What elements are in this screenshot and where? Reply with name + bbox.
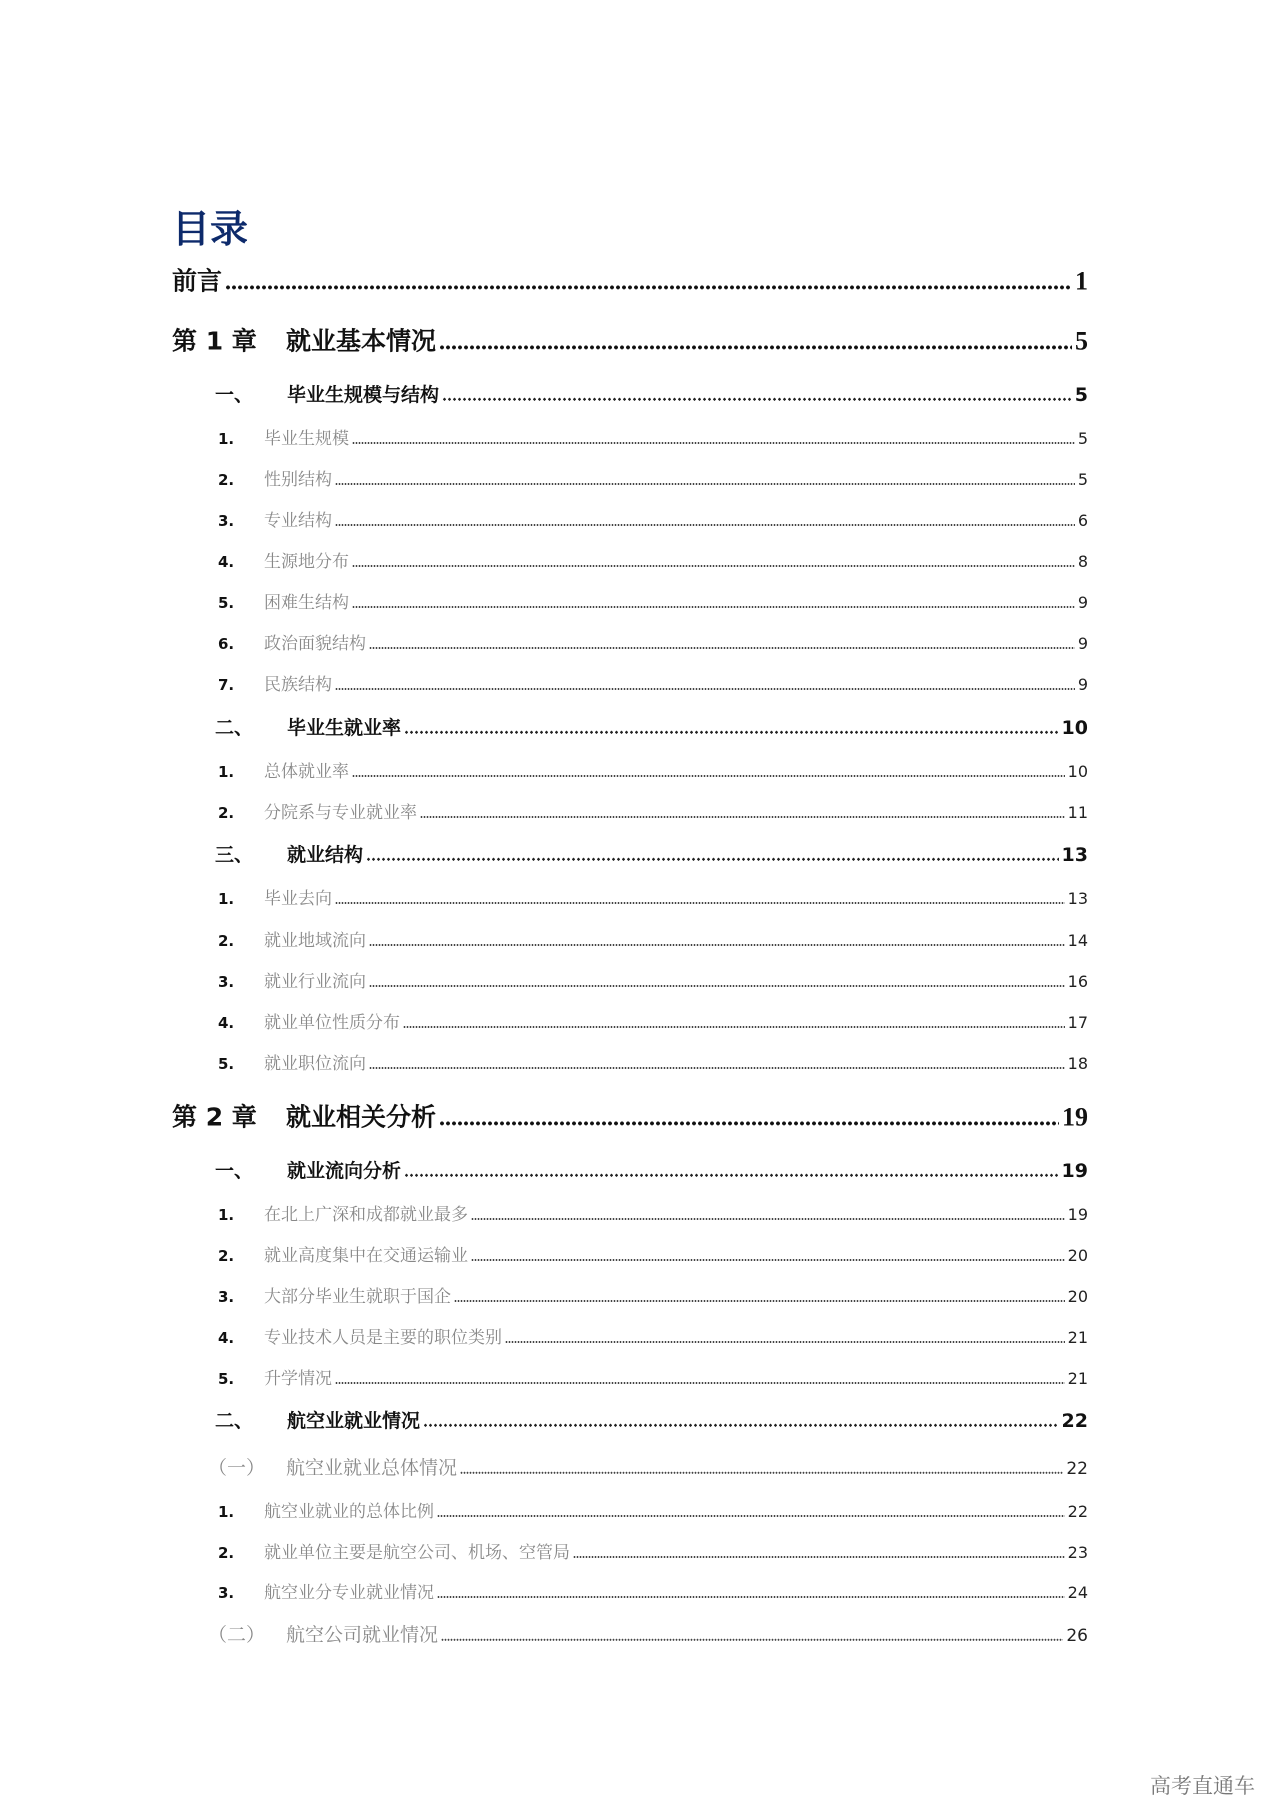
toc-entry-page: 17 bbox=[1067, 1013, 1088, 1032]
toc-entry[interactable] bbox=[0, 1241, 1088, 1266]
toc-entry-number: 3. bbox=[218, 973, 235, 991]
toc-entry-number: 2. bbox=[218, 471, 235, 489]
toc-entry-page: 9 bbox=[1077, 634, 1088, 653]
toc-entry-number: 2. bbox=[218, 804, 235, 822]
dot-leader bbox=[404, 1174, 1059, 1177]
toc-entry-page: 22 bbox=[1066, 1458, 1088, 1479]
toc-entry-page: 21 bbox=[1067, 1328, 1088, 1347]
toc-title: 目录 bbox=[172, 207, 249, 251]
dot-leader bbox=[471, 1218, 1065, 1220]
toc-entry-page: 24 bbox=[1067, 1583, 1088, 1602]
toc-entry-label: 总体就业率 bbox=[264, 762, 349, 782]
toc-entry-label: 就业基本情况 bbox=[286, 326, 437, 356]
toc-entry-label: 生源地分布 bbox=[264, 552, 349, 572]
toc-entry-number: 4. bbox=[218, 553, 235, 571]
toc-entry[interactable] bbox=[0, 380, 1088, 407]
toc-entry[interactable] bbox=[0, 1364, 1088, 1389]
dot-leader bbox=[439, 1121, 1059, 1125]
toc-entry-number: 二、 bbox=[215, 716, 254, 739]
toc-entry[interactable] bbox=[0, 1453, 1088, 1480]
toc-entry-page: 5 bbox=[1077, 429, 1088, 448]
dot-leader bbox=[352, 565, 1075, 567]
toc-entry-label: 就业地域流向 bbox=[264, 931, 366, 951]
toc-entry-page: 18 bbox=[1067, 1054, 1088, 1073]
dot-leader bbox=[352, 606, 1075, 608]
toc-entry-label: 专业技术人员是主要的职位类别 bbox=[264, 1328, 502, 1348]
dot-leader bbox=[420, 816, 1065, 818]
toc-entry[interactable] bbox=[0, 588, 1088, 613]
toc-entry-page: 6 bbox=[1077, 511, 1088, 530]
toc-entry[interactable] bbox=[0, 1538, 1088, 1563]
toc-entry-page: 26 bbox=[1066, 1625, 1088, 1646]
toc-entry-page: 19 bbox=[1062, 1102, 1088, 1132]
toc-entry[interactable] bbox=[0, 840, 1088, 867]
toc-entry[interactable] bbox=[0, 1008, 1088, 1033]
toc-entry-number: 1. bbox=[218, 430, 235, 448]
dot-leader bbox=[335, 483, 1075, 485]
toc-entry-label: 就业高度集中在交通运输业 bbox=[264, 1246, 468, 1266]
toc-entry-label: 毕业生规模 bbox=[264, 429, 349, 449]
toc-entry-page: 9 bbox=[1077, 593, 1088, 612]
toc-entry-number: 2. bbox=[218, 1247, 235, 1265]
toc-entry-label: 航空业就业的总体比例 bbox=[264, 1502, 434, 1522]
toc-entry-number: 5. bbox=[218, 594, 235, 612]
toc-entry-label: 前言 bbox=[172, 266, 223, 296]
toc-entry-number: 4. bbox=[218, 1329, 235, 1347]
toc-entry[interactable] bbox=[0, 1156, 1088, 1183]
toc-entry-page: 13 bbox=[1061, 843, 1088, 866]
toc-entry[interactable] bbox=[0, 670, 1088, 695]
dot-leader bbox=[441, 1639, 1063, 1641]
toc-entry-page: 10 bbox=[1061, 716, 1088, 739]
toc-entry[interactable] bbox=[0, 321, 1088, 357]
toc-entry[interactable] bbox=[0, 1097, 1088, 1133]
toc-entry-page: 23 bbox=[1067, 1543, 1088, 1562]
dot-leader bbox=[471, 1259, 1065, 1261]
toc-entry[interactable] bbox=[0, 629, 1088, 654]
dot-leader bbox=[454, 1300, 1065, 1302]
dot-leader bbox=[369, 647, 1075, 649]
toc-entry-label: 航空业就业总体情况 bbox=[286, 1456, 458, 1479]
toc-entry-label: 在北上广深和成都就业最多 bbox=[264, 1205, 468, 1225]
toc-entry[interactable] bbox=[0, 926, 1088, 951]
toc-entry-label: 大部分毕业生就职于国企 bbox=[264, 1287, 451, 1307]
dot-leader bbox=[439, 345, 1072, 349]
toc-entry[interactable] bbox=[0, 1578, 1088, 1603]
toc-entry-number: 2. bbox=[218, 1544, 235, 1562]
toc-entry-page: 16 bbox=[1067, 972, 1088, 991]
toc-entry-number: 1. bbox=[218, 890, 235, 908]
toc-entry-page: 13 bbox=[1067, 889, 1088, 908]
dot-leader bbox=[335, 902, 1065, 904]
toc-entry-label: 政治面貌结构 bbox=[264, 634, 366, 654]
toc-entry-label: 民族结构 bbox=[264, 675, 332, 695]
toc-entry[interactable] bbox=[0, 1620, 1088, 1647]
toc-entry-number: 3. bbox=[218, 1584, 235, 1602]
toc-entry-number: 二、 bbox=[215, 1409, 254, 1432]
toc-entry-number: 5. bbox=[218, 1055, 235, 1073]
toc-entry-page: 11 bbox=[1067, 803, 1088, 822]
toc-entry[interactable] bbox=[0, 1323, 1088, 1348]
toc-entry-page: 9 bbox=[1077, 675, 1088, 694]
dot-leader bbox=[437, 1596, 1065, 1598]
toc-entry-label: 就业行业流向 bbox=[264, 972, 366, 992]
toc-entry[interactable] bbox=[0, 884, 1088, 909]
toc-entry-number: 3. bbox=[218, 1288, 235, 1306]
toc-entry-number: 4. bbox=[218, 1014, 235, 1032]
toc-entry-number: 1. bbox=[218, 1503, 235, 1521]
toc-entry-number: （二） bbox=[208, 1623, 266, 1646]
toc-entry-page: 21 bbox=[1067, 1369, 1088, 1388]
dot-leader bbox=[423, 1424, 1059, 1427]
toc-entry-label: 航空业就业情况 bbox=[287, 1409, 421, 1432]
toc-entry-label: 航空公司就业情况 bbox=[286, 1623, 439, 1646]
dot-leader bbox=[335, 688, 1075, 690]
toc-entry[interactable] bbox=[0, 506, 1088, 531]
toc-entry-number: 一、 bbox=[215, 1159, 254, 1182]
toc-entry[interactable] bbox=[0, 261, 1088, 297]
toc-entry[interactable] bbox=[0, 1049, 1088, 1074]
toc-entry-page: 19 bbox=[1067, 1205, 1088, 1224]
toc-entry-number: 2. bbox=[218, 932, 235, 950]
toc-entry-label: 毕业生就业率 bbox=[287, 716, 402, 739]
toc-entry-number: 7. bbox=[218, 676, 235, 694]
toc-entry-label: 航空业分专业就业情况 bbox=[264, 1583, 434, 1603]
toc-entry-label: 升学情况 bbox=[264, 1369, 332, 1389]
toc-entry-label: 就业职位流向 bbox=[264, 1054, 366, 1074]
dot-leader bbox=[404, 731, 1059, 734]
toc-entry[interactable] bbox=[0, 713, 1088, 740]
toc-entry-page: 19 bbox=[1061, 1159, 1088, 1182]
toc-entry-label: 毕业生规模与结构 bbox=[287, 383, 440, 406]
toc-entry-number: （一） bbox=[208, 1456, 266, 1479]
dot-leader bbox=[460, 1472, 1063, 1474]
toc-entry-number: 一、 bbox=[215, 383, 254, 406]
toc-entry-label: 就业流向分析 bbox=[287, 1159, 402, 1182]
toc-entry-number: 1. bbox=[218, 1206, 235, 1224]
toc-entry-page: 10 bbox=[1067, 762, 1088, 781]
toc-entry-number: 三、 bbox=[215, 843, 254, 866]
toc-entry-label: 毕业去向 bbox=[264, 889, 332, 909]
toc-entry-page: 22 bbox=[1061, 1409, 1088, 1432]
toc-entry[interactable] bbox=[0, 1406, 1088, 1433]
toc-entry-number: 第 2 章 bbox=[172, 1102, 257, 1132]
toc-entry-page: 20 bbox=[1067, 1246, 1088, 1265]
toc-entry-number: 5. bbox=[218, 1370, 235, 1388]
toc-entry-page: 5 bbox=[1074, 383, 1088, 406]
dot-leader bbox=[505, 1341, 1065, 1343]
dot-leader bbox=[335, 1382, 1065, 1384]
toc-entry-page: 8 bbox=[1077, 552, 1088, 571]
dot-leader bbox=[366, 858, 1059, 861]
dot-leader bbox=[437, 1515, 1065, 1517]
toc-entry-label: 性别结构 bbox=[264, 470, 332, 490]
toc-entry-label: 就业单位主要是航空公司、机场、空管局 bbox=[264, 1543, 570, 1563]
watermark: 高考直通车 bbox=[1150, 1774, 1255, 1798]
toc-entry-number: 6. bbox=[218, 635, 235, 653]
dot-leader bbox=[352, 442, 1075, 444]
toc-entry[interactable] bbox=[0, 424, 1088, 449]
toc-entry[interactable] bbox=[0, 757, 1088, 782]
toc-entry-page: 5 bbox=[1077, 470, 1088, 489]
toc-entry-number: 3. bbox=[218, 512, 235, 530]
dot-leader bbox=[352, 775, 1065, 777]
toc-entry-label: 专业结构 bbox=[264, 511, 332, 531]
toc-entry-label: 分院系与专业就业率 bbox=[264, 803, 417, 823]
toc-entry[interactable] bbox=[0, 547, 1088, 572]
toc-entry[interactable] bbox=[0, 967, 1088, 992]
dot-leader bbox=[573, 1556, 1065, 1558]
toc-entry-page: 1 bbox=[1075, 266, 1088, 296]
toc-entry-label: 就业单位性质分布 bbox=[264, 1013, 400, 1033]
toc-entry-label: 就业相关分析 bbox=[286, 1102, 437, 1132]
toc-entry[interactable] bbox=[0, 465, 1088, 490]
dot-leader bbox=[403, 1026, 1065, 1028]
toc-entry[interactable] bbox=[0, 798, 1088, 823]
dot-leader bbox=[225, 285, 1072, 289]
toc-entry-page: 5 bbox=[1075, 326, 1088, 356]
toc-entry[interactable] bbox=[0, 1497, 1088, 1522]
toc-entry-page: 20 bbox=[1067, 1287, 1088, 1306]
dot-leader bbox=[369, 1067, 1065, 1069]
toc-entry-page: 14 bbox=[1067, 931, 1088, 950]
toc-entry-label: 就业结构 bbox=[287, 843, 364, 866]
toc-entry-page: 22 bbox=[1067, 1502, 1088, 1521]
dot-leader bbox=[442, 398, 1072, 401]
toc-entry[interactable] bbox=[0, 1200, 1088, 1225]
dot-leader bbox=[369, 944, 1065, 946]
dot-leader bbox=[335, 524, 1075, 526]
toc-entry-number: 1. bbox=[218, 763, 235, 781]
toc-entry-label: 困难生结构 bbox=[264, 593, 349, 613]
dot-leader bbox=[369, 985, 1065, 987]
toc-entry-number: 第 1 章 bbox=[172, 326, 257, 356]
toc-entry[interactable] bbox=[0, 1282, 1088, 1307]
